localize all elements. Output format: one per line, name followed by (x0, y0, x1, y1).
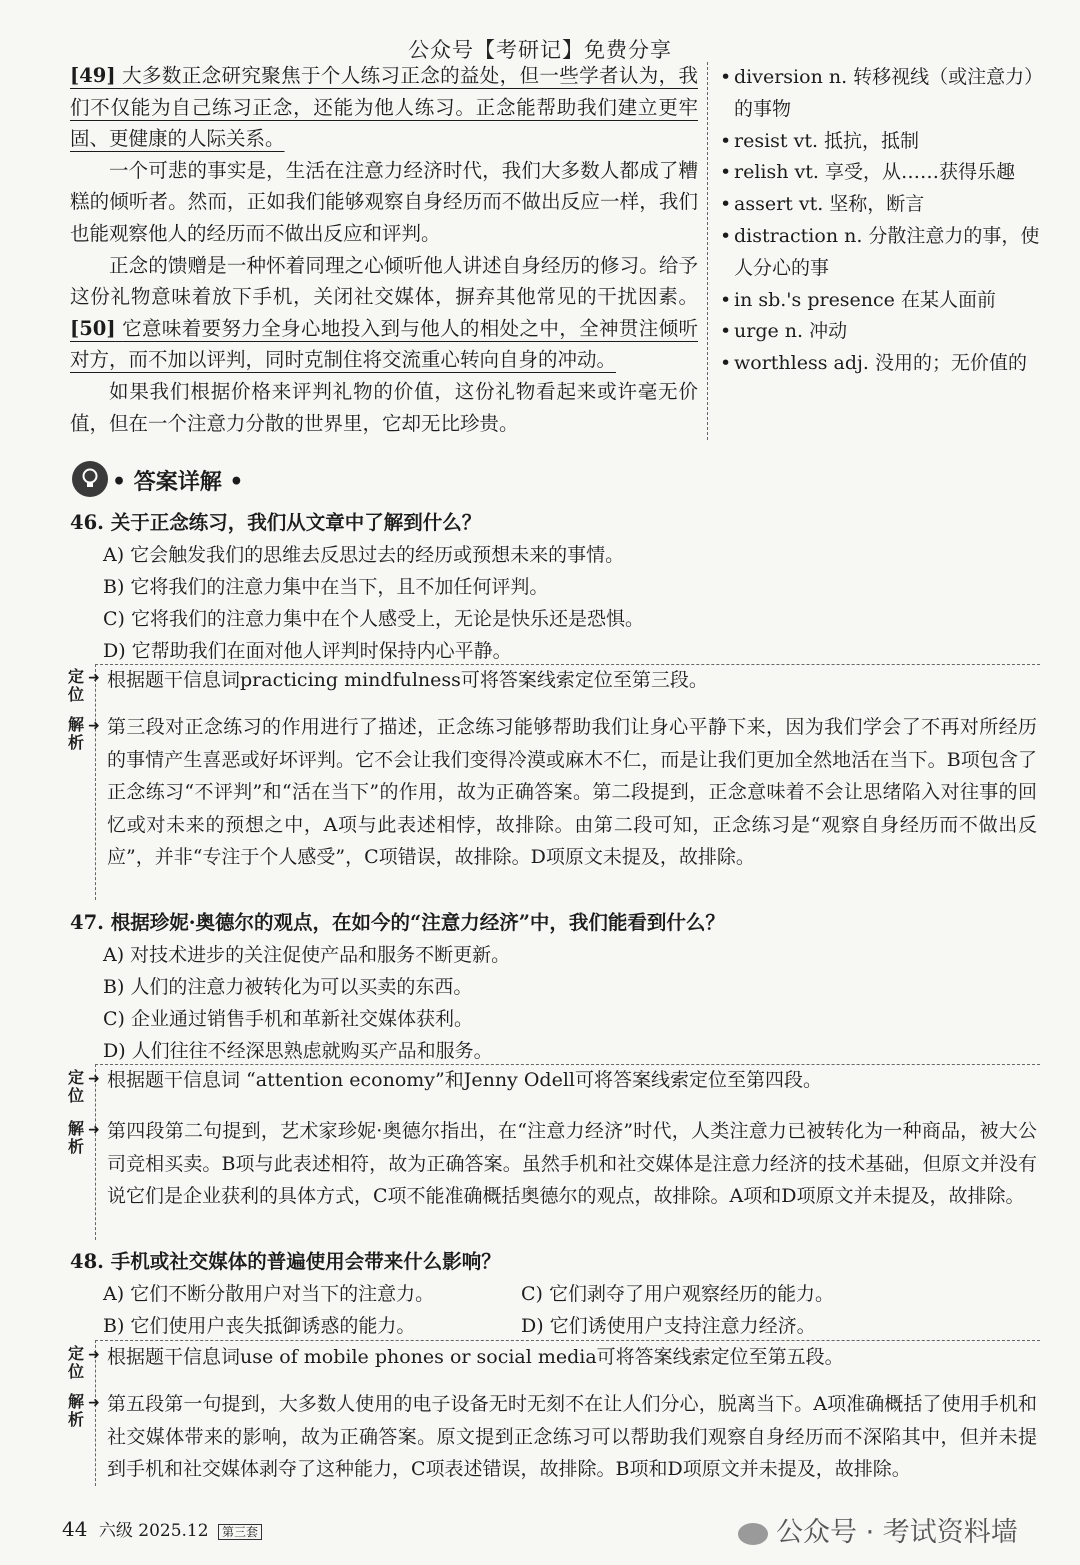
arrow-icon: ➜ (88, 1347, 100, 1363)
dashed-guide (95, 664, 96, 900)
arrow-icon: ➜ (88, 670, 100, 686)
locate-text: 根据题干信息词practicing mindfulness可将答案线索定位至第三段。 (107, 669, 708, 691)
column-divider (707, 62, 708, 440)
set-label: 第三套 (218, 1524, 262, 1540)
analysis-text: 第四段第二句提到，艺术家珍妮·奥德尔指出，在“注意力经济”时代，人类注意力已被转化为一种商品，被大公司竞相买卖。B项与此表述相符，故为正确答案。虽然手机和社交媒体是注意力经济的技术基础，但原文并没有说它们是企业获利的具体方式，C项不能准确概括奥德尔的观点，故排除。A项和D项原文并未提及，故排除。 (107, 1120, 1037, 1207)
lightbulb-icon (72, 461, 108, 497)
option-a: A) 它会触发我们的思维去反思过去的经历或预想未来的事情。 (103, 544, 625, 566)
arrow-icon: ➜ (88, 1122, 100, 1138)
dashed-guide (95, 1064, 96, 1240)
sentence-number: [50] (70, 316, 116, 340)
sentence-number: [49] (70, 64, 116, 87)
page-number: 44 (62, 1517, 88, 1541)
translation-text (70, 60, 698, 439)
option-b: B) 人们的注意力被转化为可以买卖的东西。 (103, 976, 473, 998)
locate-text: 根据题干信息词use of mobile phones or social media可将答案线索定位至第五段。 (107, 1346, 844, 1368)
option-a: A) 它们不断分散用户对当下的注意力。 (103, 1283, 435, 1305)
question-47: 47. 根据珍妮·奥德尔的观点，在如今的“注意力经济”中，我们能看到什么？ (70, 911, 725, 934)
option-b: B) 它将我们的注意力集中在当下，且不加任何评判。 (103, 576, 549, 598)
vocab-item: • resist vt. 抵抗，抵制 (720, 129, 920, 152)
translation-paragraph (70, 60, 698, 155)
exam-level: 六级 2025.12 (98, 1521, 209, 1541)
vocab-list (720, 62, 1050, 380)
question-48: 48. 手机或社交媒体的普遍使用会带来什么影响？ (70, 1250, 501, 1273)
translation-paragraph: 一个可悲的事实是，生活在注意力经济时代，我们大多数人都成了糟糕的倾听者。然而，正如我们能够观察自身经历而不做出反应一样，我们也能观察他人的经历而不做出反应和评判。 (70, 158, 698, 245)
vocab-item: • urge n. 冲动 (720, 320, 848, 343)
underlined-sentence: 它意味着要努力全身心地投入到与他人的相处之中，全神贯注倾听对方，而不加以评判，同时克制住将交流重心转向自身的冲动。 (70, 316, 698, 372)
option-d: D) 它们诱使用户支持注意力经济。 (521, 1315, 816, 1337)
arrow-icon: ➜ (88, 718, 100, 734)
locate-tag: 定位 (68, 1068, 85, 1105)
locate-text: 根据题干信息词 “attention economy”和Jenny Odell可将答案线索定位至第四段。 (107, 1069, 822, 1091)
locate-tag: 定位 (68, 667, 85, 704)
translation-paragraph: 如果我们根据价格来评判礼物的价值，这份礼物看起来或许毫无价值，但在一个注意力分散的世界里，它却无比珍贵。 (70, 379, 698, 435)
vocab-item: • assert vt. 坚称，断言 (720, 193, 925, 216)
wechat-icon (738, 1523, 768, 1545)
vocab-item: • distraction n. 分散注意力的事，使人分心的事 (720, 224, 1040, 279)
arrow-icon: ➜ (88, 1071, 100, 1087)
analysis-tag: 解析 (68, 1392, 85, 1429)
option-c: C) 它将我们的注意力集中在个人感受上，无论是快乐还是恐惧。 (103, 608, 644, 630)
page-footer (62, 1516, 262, 1541)
translation-paragraph: 正念的馈赠是一种怀着同理之心倾听他人讲述自身经历的修习。给予这份礼物意味着放下手机，关闭社交媒体，摒弃其他常见的干扰因素。[50] 它意味着要努力全身心地投入到与他人的相处之中，全神贯注倾听对方，而不加以评判，同时克制住将交流重心转向自身的冲动。 (70, 253, 698, 372)
analysis-text: 第三段对正念练习的作用进行了描述，正念练习能够帮助我们让身心平静下来，因为我们学会了不再对所经历的事情产生喜恶或好坏评判。它不会让我们变得冷漠或麻木不仁，而是让我们更加全然地活在当下。B项包含了正念练习“不评判”和“活在当下”的作用，故为正确答案。第二段提到，正念意味着不会让思绪陷入对往事的回忆或对未来的预想之中，A项与此表述相悖，故排除。由第二段可知，正念练习是“观察自身经历而不做出反应”，并非“专注于个人感受”，C项错误，故排除。D项原文未提及，故排除。 (107, 716, 1037, 868)
option-c: C) 它们剥夺了用户观察经历的能力。 (521, 1283, 834, 1305)
top-banner: 公众号【考研记】免费分享 (408, 38, 672, 62)
vocab-item: • worthless adj. 没用的；无价值的 (720, 352, 1027, 375)
locate-tag: 定位 (68, 1344, 85, 1381)
question-46: 46. 关于正念练习，我们从文章中了解到什么？ (70, 511, 482, 534)
underlined-sentence: 大多数正念研究聚焦于个人练习正念的益处，但一些学者认为，我们不仅能为自己练习正念，还能为他人练习。正念能帮助我们建立更牢固、更健康的人际关系。 (70, 64, 698, 151)
analysis-tag: 解析 (68, 1119, 85, 1156)
vocab-item: • in sb.'s presence 在某人面前 (720, 288, 996, 311)
option-d: D) 它帮助我们在面对他人评判时保持内心平静。 (103, 640, 512, 662)
option-d: D) 人们往往不经深思熟虑就购买产品和服务。 (103, 1040, 493, 1062)
section-title: • 答案详解 • (112, 469, 244, 495)
analysis-tag: 解析 (68, 715, 85, 752)
option-a: A) 对技术进步的关注促使产品和服务不断更新。 (103, 944, 511, 966)
option-b: B) 它们使用户丧失抵御诱惑的能力。 (103, 1315, 416, 1337)
watermark: 公众号 · 考试资料墙 (738, 1510, 1018, 1549)
vocab-item: • relish vt. 享受，从……获得乐趣 (720, 161, 1015, 184)
arrow-icon: ➜ (88, 1395, 100, 1411)
analysis-text: 第五段第一句提到，大多数人使用的电子设备无时无刻不在让人们分心，脱离当下。A项准确概括了使用手机和社交媒体带来的影响，故为正确答案。原文提到正念练习可以帮助我们观察自身经历而不深陷其中，但并未提到手机和社交媒体剥夺了这种能力，C项表述错误，故排除。B项和D项原文并未提及，故排除。 (107, 1393, 1037, 1480)
option-c: C) 企业通过销售手机和革新社交媒体获利。 (103, 1008, 473, 1030)
vocab-item: • diversion n. 转移视线（或注意力）的事物 (720, 66, 1044, 120)
